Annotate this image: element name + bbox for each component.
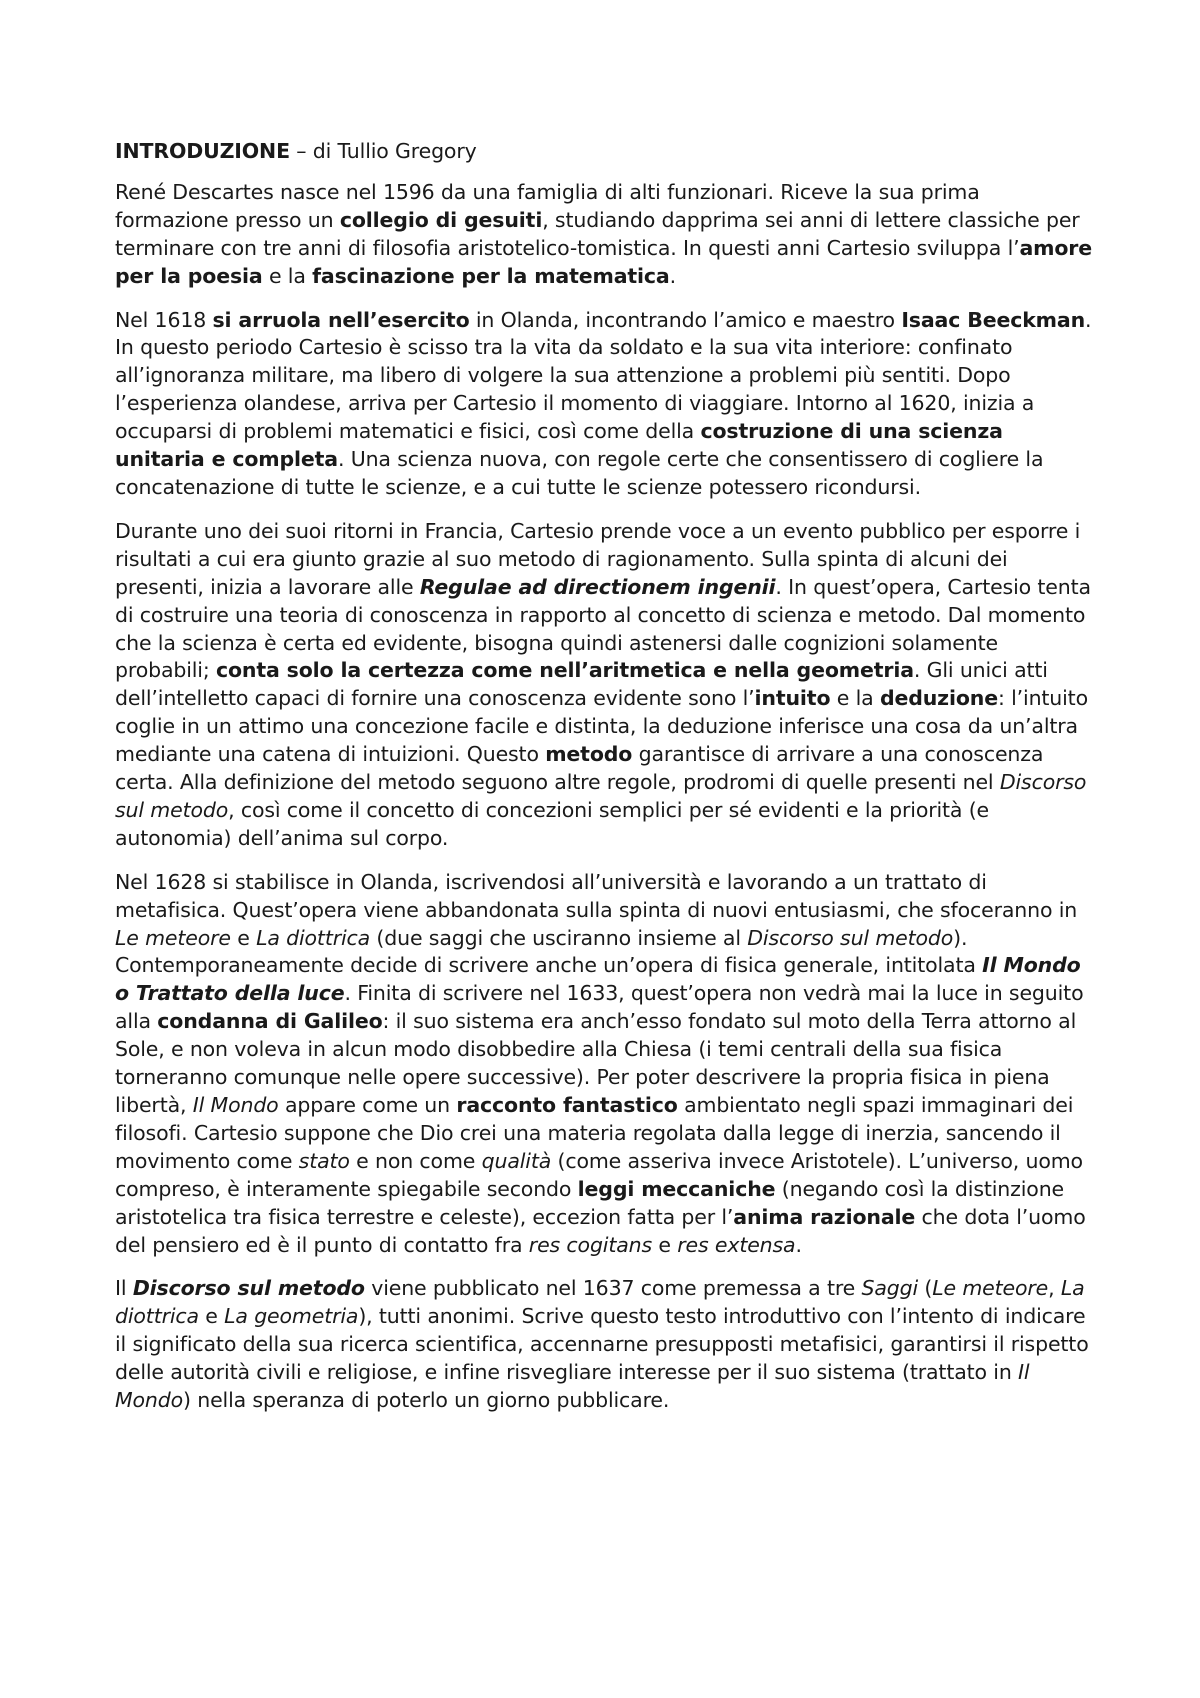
text-run: garantisce di arrivare a una conoscenza certa. Alla definizione del metodo seguono altre regole, prodromi di quelle presenti nel	[115, 742, 1044, 795]
text-run: (due saggi che usciranno insieme al	[370, 925, 748, 950]
text-run: Le meteore	[115, 925, 231, 950]
text-run: e la	[262, 263, 313, 288]
text-run: La diottrica	[115, 1276, 1085, 1329]
text-run: : l’intuito coglie in un attimo una concezione facile e distinta, la deduzione inferisce una cosa da un’altra mediante una catena di intuizioni. Questo	[115, 686, 1088, 767]
text-run: Durante uno dei suoi ritorni in Francia, Cartesio prende voce a un evento pubblico per esporre i risultati a cui era giunto grazie al suo metodo di ragionamento. Sulla spinta di alcuni dei presenti, inizia a lavorare alle	[115, 518, 1081, 599]
text-run: che dota l’uomo del pensiero ed è il punto di contatto fra	[115, 1204, 1086, 1257]
text-run: ) nella speranza di poterlo un giorno pubblicare.	[183, 1388, 670, 1413]
text-run: Nel 1628 si stabilisce in Olanda, iscrivendosi all’università e lavorando a un trattato di metafisica. Quest’opera viene abbandonata sulla spinta di nuovi entusiasmi, che sfoceranno in	[115, 869, 1078, 922]
text-run: res cogitans	[528, 1232, 653, 1257]
text-run: amore per la poesia	[115, 235, 1093, 288]
text-run: . Gli unici atti dell’intelletto capaci di fornire una conoscenza evidente sono l’	[115, 658, 1048, 711]
text-run: .	[669, 263, 676, 288]
text-run: appare come un	[278, 1093, 457, 1117]
paragraph-5	[115, 1275, 1096, 1415]
text-run: ,	[1048, 1276, 1061, 1301]
text-run: si arruola nell’esercito	[212, 307, 470, 332]
text-run: Discorso sul metodo	[132, 1276, 365, 1301]
text-run: ambientato negli spazi immaginari dei filosofi. Cartesio suppone che Dio crei una materia regolata dalla legge di inerzia, sancendo il movimento come	[115, 1093, 1074, 1173]
text-run: res extensa	[677, 1232, 796, 1257]
text-run: Il Mondo	[192, 1093, 279, 1117]
text-run: condanna di Galileo	[157, 1009, 383, 1034]
text-run: . In questo periodo Cartesio è scisso tra la vita da soldato e la sua vita interiore: confinato all’ignoranza militare, ma libero di volgere la sua attenzione a problemi più sentiti. Dopo l’esperienza olandese, arriva per Cartesio il momento di viaggiare. Intorno al 1620, inizia a occuparsi di problemi matematici e fisici, così come della	[115, 307, 1092, 444]
text-run: e la	[830, 686, 880, 711]
text-run: Il Mondo o Trattato della luce	[115, 953, 1081, 1006]
text-run: fascinazione per la matematica	[312, 263, 670, 288]
text-run: (	[918, 1276, 933, 1301]
text-run: e	[230, 925, 257, 950]
text-run: deduzione	[879, 686, 998, 711]
text-run: in Olanda, incontrando l’amico e maestro	[469, 307, 902, 332]
text-run: qualità	[481, 1148, 552, 1173]
text-run: (come asseriva invece Aristotele). L’universo, uomo compreso, è interamente spiegabile secondo	[115, 1148, 1083, 1201]
text-run: ), tutti anonimi. Scrive questo testo introduttivo con l’intento di indicare il significato della sua ricerca scientifica, accennarne presupposti metafisici, garantirsi il rispetto delle autorità civili e religiose, e infine risvegliare interesse per il suo sistema (trattato in	[115, 1304, 1089, 1385]
text-run: Discorso sul metodo	[115, 770, 1087, 822]
text-run: .	[795, 1232, 802, 1257]
text-run: La geometria	[224, 1304, 359, 1329]
text-run: racconto fantastico	[456, 1093, 678, 1117]
text-run: e	[198, 1304, 225, 1329]
text-run: e non come	[349, 1148, 482, 1173]
document-body	[115, 179, 1096, 1415]
text-run: Discorso sul metodo	[747, 925, 954, 950]
text-run: Saggi	[861, 1276, 919, 1301]
text-run: viene pubblicato nel 1637 come premessa a tre	[364, 1276, 862, 1301]
text-run: metodo	[545, 742, 633, 767]
text-run: La diottrica	[256, 925, 371, 950]
paragraph-3	[115, 518, 1096, 853]
text-run: , così come il concetto di concezioni semplici per sé evidenti e la priorità (e autonomia) dell’anima sul corpo.	[115, 797, 990, 850]
title-author: – di Tullio Gregory	[289, 139, 477, 163]
text-run: . Una scienza nuova, con regole certe che consentissero di cogliere la concatenazione di tutte le scienze, e a cui tutte le scienze potessero ricondursi.	[115, 447, 1044, 499]
text-run: intuito	[754, 686, 831, 711]
text-run: Regulae ad directionem ingenii	[419, 574, 776, 599]
text-run: Le meteore	[932, 1276, 1049, 1301]
text-run: Nel 1618	[115, 307, 213, 332]
document-title	[115, 138, 1096, 166]
paragraph-2	[115, 307, 1096, 502]
text-run: Isaac Beeckman	[901, 307, 1086, 332]
paragraph-4	[115, 869, 1096, 1260]
text-run: leggi meccaniche	[577, 1176, 776, 1201]
text-run: René Descartes nasce nel 1596 da una famiglia di alti funzionari. Riceve la sua prima formazione presso un	[115, 179, 980, 232]
title-heading: INTRODUZIONE	[115, 139, 290, 163]
text-run: : il suo sistema era anch’esso fondato sul moto della Terra attorno al Sole, e non voleva in alcun modo disobbedire alla Chiesa (i temi centrali della sua fisica torneranno comunque nelle opere successive). Per poter descrivere la propria fisica in piena libertà,	[115, 1009, 1077, 1117]
text-run: costruzione di una scienza unitaria e completa	[115, 419, 1003, 472]
text-run: ). Contemporaneamente decide di scrivere anche un’opera di fisica generale, intitolata	[115, 925, 983, 978]
text-run: , studiando dapprima sei anni di lettere classiche per terminare con tre anni di filosofia aristotelico-tomistica. In questi anni Cartesio sviluppa l’	[115, 207, 1080, 260]
text-run: stato	[298, 1148, 350, 1173]
text-run: e	[652, 1232, 678, 1257]
text-run: . In quest’opera, Cartesio tenta di costruire una teoria di conoscenza in rapporto al concetto di scienza e metodo. Dal momento che la scienza è certa ed evidente, bisogna quindi astenersi dalle cognizioni solamente probabili;	[115, 574, 1091, 683]
text-run: collegio di gesuiti	[339, 207, 543, 232]
text-run: anima razionale	[733, 1204, 916, 1229]
text-run: . Finita di scrivere nel 1633, quest’opera non vedrà mai la luce in seguito alla	[115, 981, 1084, 1034]
text-run: Il Mondo	[115, 1360, 1030, 1413]
paragraph-1	[115, 179, 1096, 291]
text-run: (negando così la distinzione aristotelica tra fisica terrestre e celeste), eccezion fatta per l’	[115, 1176, 1064, 1229]
text-run: conta solo la certezza come nell’aritmetica e nella geometria	[215, 658, 914, 683]
text-run: Il	[115, 1276, 133, 1301]
